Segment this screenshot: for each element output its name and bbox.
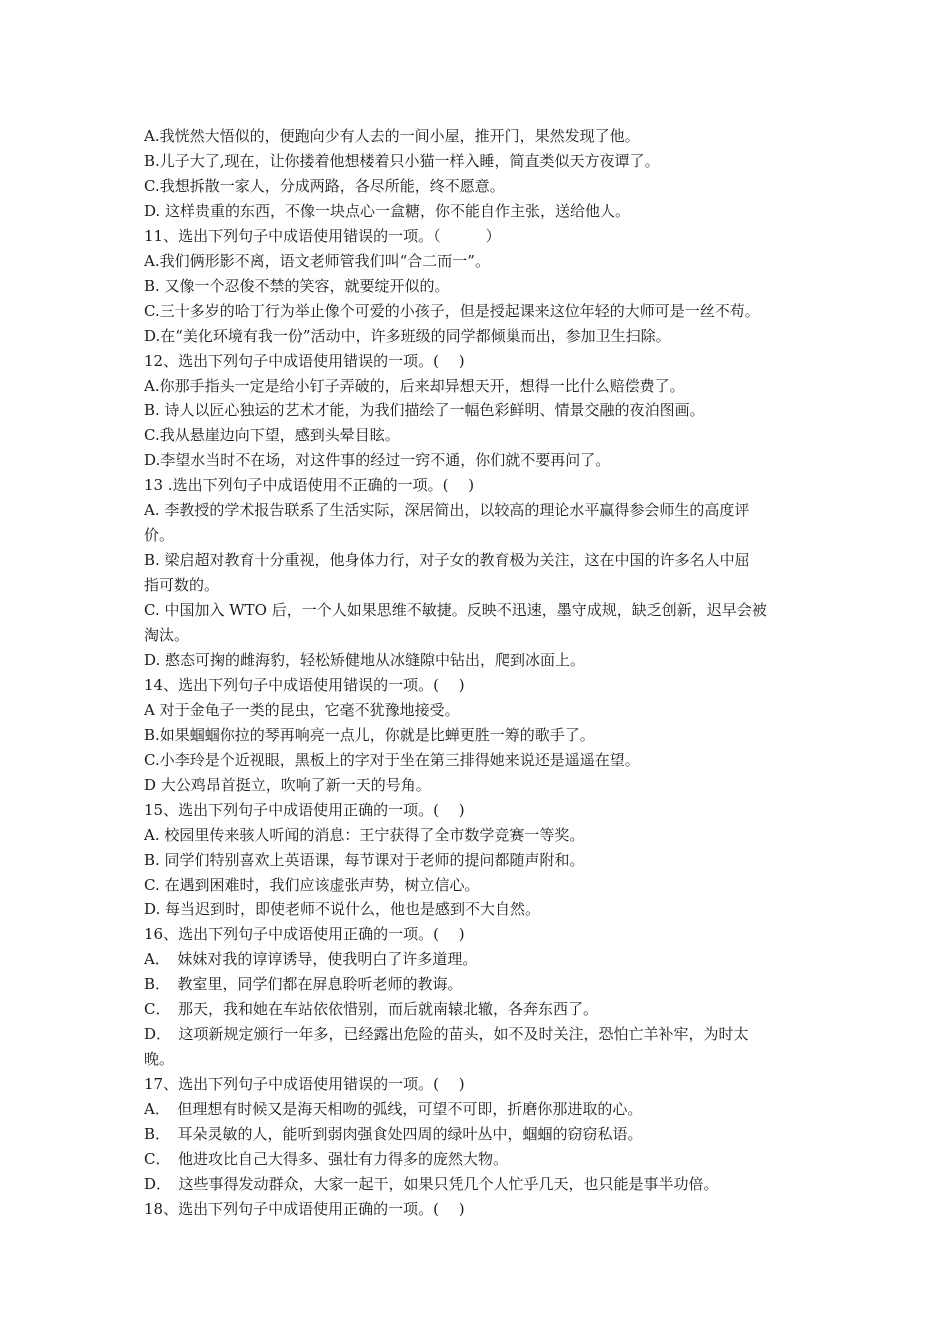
text-line: C.三十多岁的哈丁行为举止像个可爱的小孩子，但是授起课来这位年轻的大师可是一丝不苟。 [144,301,760,320]
text-line: B.如果蝈蝈你拉的琴再响亮一点儿，你就是比蝉更胜一筹的歌手了。 [144,725,595,744]
text-line: C. 在遇到困难时，我们应该虚张声势，树立信心。 [144,875,480,894]
text-line: 16、选出下列句子中成语使用正确的一项。( ) [144,925,465,944]
text-line: C． 那天，我和她在车站依依惜别，而后就南辕北辙，各奔东西了。 [144,1000,598,1019]
text-line: 淘汰。 [144,626,190,644]
text-line: B. 诗人以匠心独运的艺术才能，为我们描绘了一幅色彩鲜明、情景交融的夜泊图画。 [144,401,705,420]
text-line: D. 每当迟到时，即使老师不说什么，他也是感到不大自然。 [144,900,541,919]
text-line: A. 李教授的学术报告联系了生活实际，深居简出，以较高的理论水平赢得参会师生的高度评 [144,501,750,520]
text-line: B． 耳朵灵敏的人，能听到弱肉强食处四周的绿叶丛中，蝈蝈的窃窃私语。 [144,1125,643,1143]
text-line: B. 同学们特别喜欢上英语课，每节课对于老师的提问都随声附和。 [144,850,585,869]
text-line: D． 这些事得发动群众，大家一起干，如果只凭几个人忙乎几天，也只能是事半功倍。 [144,1174,719,1193]
text-line: A.我们俩形影不离，语文老师管我们叫“合二而一”。 [144,251,490,270]
text-line: C. 中国加入 WTO 后，一个人如果思维不敏捷。反映不迅速，墨守成规，缺乏创新，迟早会被 [144,601,767,620]
text-line: 14、选出下列句子中成语使用错误的一项。( ) [144,675,465,694]
text-line: C． 他进攻比自己大得多、强壮有力得多的庞然大物。 [144,1149,508,1168]
text-line: B. 又像一个忍俊不禁的笑容，就要绽开似的。 [144,276,450,295]
text-line: 晚。 [144,1050,175,1069]
text-line: 13 .选出下列句子中成语使用不正确的一项。( ) [144,476,475,495]
text-line: 12、选出下列句子中成语使用错误的一项。( ) [144,351,465,370]
text-line: 18、选出下列句子中成语使用正确的一项。( ) [144,1199,465,1218]
text-line: D 大公鸡昂首挺立，吹响了新一天的号角。 [144,775,431,794]
text-line: A 对于金龟子一类的昆虫，它毫不犹豫地接受。 [144,700,460,719]
text-line: D.李望水当时不在场，对这件事的经过一窍不通，你们就不要再问了。 [144,451,611,470]
text-line: A.我恍然大悟似的，便跑向少有人去的一间小屋，推开门，果然发现了他。 [144,127,640,145]
text-line: D. 这样贵重的东西，不像一块点心一盒糖，你不能自作主张，送给他人。 [144,201,631,220]
text-line: C.我从悬崖边向下望，感到头晕目眩。 [144,426,400,445]
text-line: D. 憨态可掬的雌海豹，轻松矫健地从冰缝隙中钻出，爬到冰面上。 [144,650,586,669]
text-line: 价。 [144,526,175,545]
text-line: A.你那手指头一定是给小钉子弄破的，后来却异想天开，想得一比什么赔偿费了。 [144,376,685,395]
text-line: B.儿子大了,现在，让你搂着他想楼着只小猫一样入睡，简直类似天方夜谭了。 [144,151,660,170]
text-line: B. 梁启超对教育十分重视，他身体力行，对子女的教育极为关注，这在中国的许多名人中屈 [144,551,750,570]
text-line: 17、选出下列句子中成语使用错误的一项。( ) [144,1075,465,1094]
text-line: D． 这项新规定颁行一年多，已经露出危险的苗头，如不及时关注，恐怕亡羊补牢，为时太 [144,1025,749,1044]
text-line: A． 但理想有时候又是海天相吻的弧线，可望不可即，折磨你那进取的心。 [144,1100,643,1119]
text-line: C.我想拆散一家人，分成两路，各尽所能，终不愿意。 [144,176,505,195]
text-line: B． 教室里，同学们都在屏息聆听老师的教诲。 [144,975,463,994]
text-line: D.在“美化环境有我一份”活动中，许多班级的同学都倾巢而出，参加卫生扫除。 [144,326,671,345]
text-line: 15、选出下列句子中成语使用正确的一项。( ) [144,800,465,819]
text-line: C.小李玲是个近视眼，黑板上的字对于坐在第三排得她来说还是遥遥在望。 [144,750,640,769]
text-line: 11、选出下列句子中成语使用错误的一项。（ ） [144,226,501,245]
text-line: A. 校园里传来骇人听闻的消息：王宁获得了全市数学竞赛一等奖。 [144,825,585,844]
text-line: A． 妹妹对我的谆谆诱导，使我明白了许多道理。 [144,950,478,969]
text-line: 指可数的。 [144,576,220,595]
